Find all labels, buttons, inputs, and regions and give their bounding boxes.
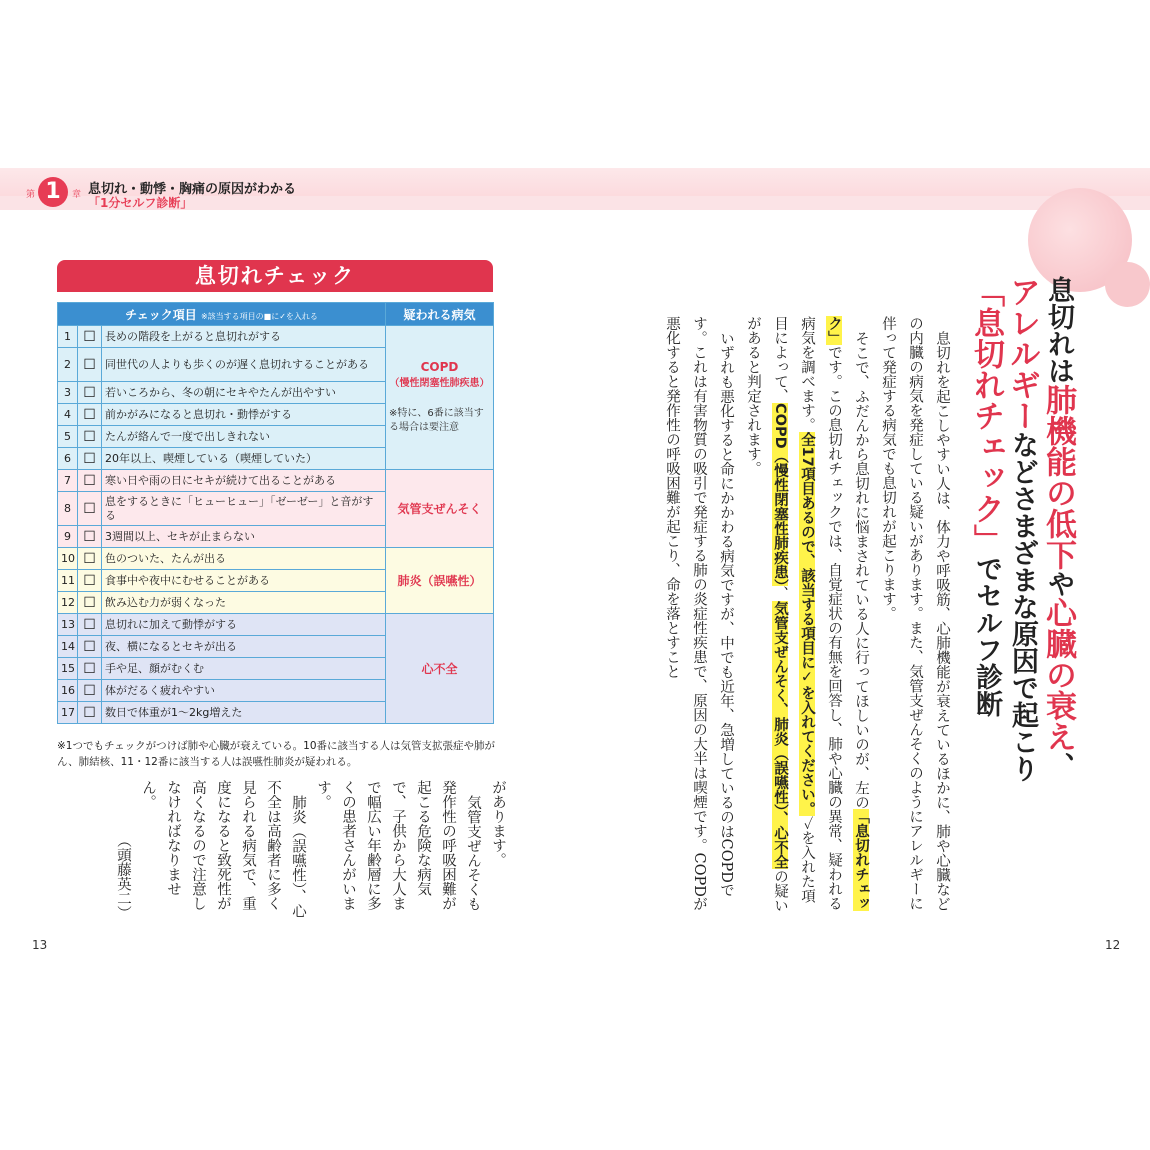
disease-pneumonia: 肺炎（誤嚥性） (386, 548, 494, 614)
table-row: 14 ☐ 夜、横になるとセキが出る (58, 636, 494, 658)
table-row: 11 ☐ 食事中や夜中にむせることがある (58, 570, 494, 592)
headline-line-3: 「息切れチェック」でセルフ診断 (968, 276, 1004, 717)
table-row: 7 ☐ 寒い日や雨の日にセキが続けて出ることがある 気管支ぜんそく (58, 470, 494, 492)
checkbox[interactable]: ☐ (78, 570, 102, 592)
checkbox[interactable]: ☐ (78, 680, 102, 702)
page-number-left: 13 (32, 938, 48, 952)
highlight-check-name: 「息切れチェック」 (826, 316, 869, 911)
main-paragraph-1: 息切れを起こしやすい人は、体力や呼吸筋、心肺機能が衰えているほかに、肺や心臓などの内臓の病気を発症している疑いがあります。また、気管支ぜんそくのようにアレルギーに伴って発症する病気でも息切れが起こります。 (880, 316, 950, 911)
checkbox[interactable]: ☐ (78, 492, 102, 526)
highlight-copd: COPD（慢性閉塞性肺疾患） (772, 403, 788, 587)
col-header-disease: 疑われる病気 (386, 303, 494, 326)
checkbox[interactable]: ☐ (78, 348, 102, 382)
headline-line-2: アレルギーなどさまざまな原因で起こり (1004, 276, 1040, 782)
table-row: 15 ☐ 手や足、顔がむくむ (58, 658, 494, 680)
checkbox[interactable]: ☐ (78, 326, 102, 348)
disease-asthma: 気管支ぜんそく (386, 470, 494, 548)
table-footnote: ※1つでもチェックがつけば肺や心臓が衰えている。10番に該当する人は気管支拡張症や肺がん、肺結核、11・12番に該当する人は誤嚥性肺炎が疑われる。 (57, 740, 496, 768)
chapter-subtitle: 「1分セルフ診断」 (88, 196, 193, 210)
chapter-number-badge: 1 (38, 177, 68, 207)
author-credit: （頭藤英二） (115, 833, 131, 920)
chapter-title: 息切れ・動悸・胸痛の原因がわかる (88, 182, 297, 197)
checkbox[interactable]: ☐ (78, 426, 102, 448)
table-row: 5 ☐ たんが絡んで一度で出しきれない (58, 426, 494, 448)
main-paragraph-3: いずれも悪化すると命にかかわる病気ですが、中でも近年、急増しているのはCOPDです。これは有害物質の吸引で発症する肺の炎症性疾患で、原因の大半は喫煙です。COPDが悪化すると発作性の呼吸困難が起こり、命を落とすこと (664, 316, 734, 912)
checkbox[interactable]: ☐ (78, 470, 102, 492)
table-row: 4 ☐ 前かがみになると息切れ・動悸がする (58, 404, 494, 426)
left-page-text (60, 780, 510, 920)
checkbox[interactable]: ☐ (78, 702, 102, 724)
chapter-label-pre: 第 (26, 190, 36, 200)
highlight-17-items: 全17項目あるので、該当する項目に✓を入れてください。 (799, 432, 815, 817)
table-row: 16 ☐ 体がだるく疲れやすい (58, 680, 494, 702)
main-text (630, 316, 955, 916)
table-row: 13 ☐ 息切れに加えて動悸がする 心不全 (58, 614, 494, 636)
col-header-check-note: ※該当する項目の■に✓を入れる (200, 311, 318, 321)
checkbox[interactable]: ☐ (78, 404, 102, 426)
check-table-title: 息切れチェック (57, 260, 493, 292)
check-table (57, 302, 494, 724)
table-row: 6 ☐ 20年以上、喫煙している（喫煙していた） (58, 448, 494, 470)
checkbox[interactable]: ☐ (78, 636, 102, 658)
page-number-right: 12 (1105, 938, 1121, 952)
left-intro: があります。 (490, 780, 506, 867)
main-paragraph-2: そこで、ふだんから息切れに悩まされている人に行ってほしいのが、左の「息切れチェック」です。この息切れチェックでは、自覚症状の有無を回答し、肺や心臓の異常、疑われる病気を調べます。全17項目あるので、該当する項目に✓を入れてください。✓を入れた項目によって、COPD（慢性閉塞性肺疾患）、気管支ぜんそく、肺炎（誤嚥性）、心不全の疑いがあると判定されます。 (745, 316, 869, 913)
table-row: 1 ☐ 長めの階段を上がると息切れがする COPD （慢性閉塞性肺疾患） ※特に、6番に該当する場合は要注意 (58, 326, 494, 348)
table-row: 17 ☐ 数日で体重が1～2kg増えた (58, 702, 494, 724)
copd-note: ※特に、6番に該当する場合は要注意 (389, 408, 484, 433)
checkbox[interactable]: ☐ (78, 382, 102, 404)
col-header-check: チェック項目 ※該当する項目の■に✓を入れる (58, 303, 386, 326)
headline-line-1: 息切れは肺機能の低下や心臓の衰え、 (1040, 276, 1076, 779)
disease-copd: COPD （慢性閉塞性肺疾患） ※特に、6番に該当する場合は要注意 (386, 326, 494, 470)
left-paragraph-2: 肺炎（誤嚥性）、心不全は高齢者に多く見られる病気で、重度になると致死性が高くなるので注意しなければなりません。 (140, 780, 306, 918)
checkbox[interactable]: ☐ (78, 448, 102, 470)
checkbox[interactable]: ☐ (78, 614, 102, 636)
left-paragraph-1: 気管支ぜんそくも発作性の呼吸困難が起こる危険な病気で、子供から大人まで幅広い年齢層に多くの患者さんがいます。 (315, 780, 481, 911)
disease-heart-failure: 心不全 (386, 614, 494, 724)
checkbox[interactable]: ☐ (78, 658, 102, 680)
chapter-label-post: 章 (72, 190, 82, 200)
checkbox[interactable]: ☐ (78, 526, 102, 548)
headline (966, 276, 1076, 836)
table-row: 12 ☐ 飲み込む力が弱くなった (58, 592, 494, 614)
checkbox[interactable]: ☐ (78, 592, 102, 614)
table-row: 3 ☐ 若いころから、冬の朝にセキやたんが出やすい (58, 382, 494, 404)
checkbox[interactable]: ☐ (78, 548, 102, 570)
table-row: 2 ☐ 同世代の人よりも歩くのが遅く息切れすることがある (58, 348, 494, 382)
table-row: 9 ☐ 3週間以上、セキが止まらない (58, 526, 494, 548)
table-row: 10 ☐ 色のついた、たんが出る 肺炎（誤嚥性） (58, 548, 494, 570)
table-row: 8 ☐ 息をするときに「ヒューヒュー」「ゼーゼー」と音がする (58, 492, 494, 526)
highlight-diseases: 気管支ぜんそく、肺炎（誤嚥性）、心不全 (772, 600, 788, 870)
decor-circle-small (1105, 262, 1150, 307)
